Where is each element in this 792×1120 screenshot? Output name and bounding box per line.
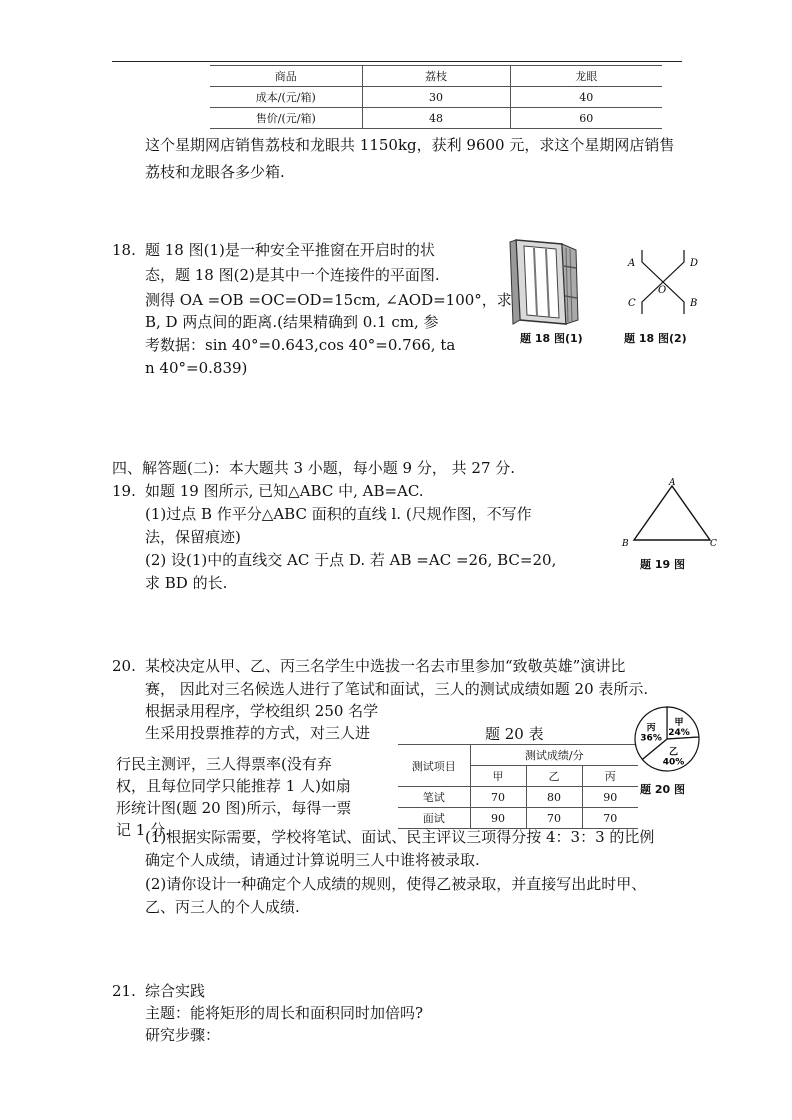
section-heading: 四、解答题(二)：本大题共 3 小题，每小题 9 分， 共 27 分.	[112, 459, 516, 477]
connector-figure	[620, 244, 710, 320]
name-cell: 乙	[526, 766, 582, 787]
table-row	[398, 808, 638, 829]
q21-number: 21.	[112, 982, 136, 1000]
table-cell: 40	[510, 87, 662, 108]
q19-line: (1)过点 B 作平分△ABC 面积的直线 l. (尺规作图，不写作	[145, 505, 532, 523]
header-cell: 商品	[210, 66, 362, 87]
window-figure	[508, 236, 580, 328]
q19-line: 法，保留痕迹)	[145, 528, 241, 546]
top-rule	[112, 61, 682, 62]
header-cell: 龙眼	[510, 66, 662, 87]
q18-number: 18.	[112, 241, 136, 259]
table-cell: 80	[526, 787, 582, 808]
pie-slice-label: 40%	[662, 757, 685, 768]
pie-slice-name: 乙	[668, 747, 678, 758]
table-row	[398, 787, 638, 808]
vote-pie-chart	[632, 704, 702, 774]
q20-line: 确定个人成绩，请通过计算说明三人中谁将被录取.	[145, 851, 480, 869]
q20-number: 20.	[112, 657, 136, 675]
label-d: D	[690, 258, 699, 269]
q19-line: 如题 19 图所示, 已知△ABC 中, AB=AC.	[145, 482, 424, 500]
q18-line: 考数据：sin 40°=0.643,cos 40°=0.766, ta	[145, 336, 456, 354]
q20-line: 权，且每位同学只能推荐 1 人)如扇	[116, 777, 351, 795]
table-cell: 70	[582, 808, 638, 829]
q20-line: (2)请你设计一种确定个人成绩的规则，使得乙被录取，并直接写出此时甲、	[145, 875, 647, 893]
pie-slice-name: 甲	[674, 718, 684, 729]
item-header: 测试项目	[398, 745, 470, 787]
q19-line: (2) 设(1)中的直线交 AC 于点 D. 若 AB =AC =26, BC=20,	[145, 551, 557, 569]
q20-line: 记 1 分.	[116, 821, 170, 839]
q18-line: n 40°=0.839)	[145, 359, 248, 377]
table-row	[210, 108, 662, 129]
pie-slice-name: 丙	[646, 723, 656, 734]
q18-line: 题 18 图(1)是一种安全平推窗在开启时的状	[145, 241, 435, 259]
table-cell: 30	[362, 87, 510, 108]
pie-slice-label: 36%	[640, 733, 662, 744]
fig18-2-caption: 题 18 图(2)	[624, 332, 687, 345]
q19-line: 求 BD 的长.	[145, 574, 228, 592]
q20-line: 乙、丙三人的个人成绩.	[145, 898, 300, 916]
header-cell: 荔枝	[362, 66, 510, 87]
fig20-caption: 题 20 图	[640, 783, 685, 796]
score-table	[398, 744, 638, 829]
table-cell: 70	[526, 808, 582, 829]
label-b: B	[622, 539, 629, 549]
table20-title: 题 20 表	[485, 725, 544, 743]
label-c: C	[628, 298, 636, 309]
q21-topic: 主题：能将矩形的周长和面积同时加倍吗?	[145, 1004, 424, 1022]
q21-title: 综合实践	[145, 982, 206, 1000]
table-cell: 售价/(元/箱)	[210, 108, 362, 129]
q18-line: 态，题 18 图(2)是其中一个连接件的平面图.	[145, 266, 440, 284]
q18-line: B, D 两点间的距离.(结果精确到 0.1 cm, 参	[145, 313, 439, 331]
q20-line: 某校决定从甲、乙、丙三名学生中选拔一名去市里参加“致敬英雄”演讲比	[145, 657, 626, 675]
table-cell: 70	[470, 787, 526, 808]
table-row	[210, 87, 662, 108]
q20-line: 生采用投票推荐的方式，对三人进	[145, 724, 371, 742]
price-table	[210, 65, 662, 129]
score-header: 测试成绩/分	[470, 745, 638, 766]
label-a: A	[628, 258, 636, 269]
q20-line: 形统计图(题 20 图)所示，每得一票	[116, 799, 352, 817]
label-o: O	[658, 285, 667, 296]
q20-line: 行民主测评，三人得票率(没有弃	[116, 755, 332, 773]
pie-slice-label: 24%	[668, 728, 690, 739]
table-cell: 90	[470, 808, 526, 829]
table-cell: 成本/(元/箱)	[210, 87, 362, 108]
q17-text-2: 荔枝和龙眼各多少箱.	[145, 163, 285, 181]
q18-line: 测得 OA =OB =OC=OD=15cm, ∠AOD=100°，求	[145, 291, 512, 309]
q19-number: 19.	[112, 482, 136, 500]
name-cell: 甲	[470, 766, 526, 787]
q21-steps: 研究步骤：	[145, 1026, 221, 1044]
q20-line: 根据录用程序，学校组织 250 名学	[145, 702, 379, 720]
q17-text-1: 这个星期网店销售荔枝和龙眼共 1150kg，获利 9600 元，求这个星期网店销售	[145, 136, 675, 154]
table-cell: 90	[582, 787, 638, 808]
table-header-row	[210, 66, 662, 87]
table-cell: 48	[362, 108, 510, 129]
q20-line: 赛， 因此对三名候选人进行了笔试和面试，三人的测试成绩如题 20 表所示.	[145, 680, 649, 698]
q20-line: (1)根据实际需要，学校将笔试、面试、民主评议三项得分按 4：3：3 的比例	[145, 828, 655, 846]
label-c: C	[710, 539, 717, 549]
label-a: A	[669, 478, 676, 488]
row-label: 笔试	[398, 787, 470, 808]
name-cell: 丙	[582, 766, 638, 787]
label-b: B	[690, 298, 698, 309]
fig19-caption: 题 19 图	[640, 558, 685, 571]
row-label: 面试	[398, 808, 470, 829]
table-cell: 60	[510, 108, 662, 129]
triangle-figure	[620, 478, 720, 550]
fig18-1-caption: 题 18 图(1)	[520, 332, 583, 345]
